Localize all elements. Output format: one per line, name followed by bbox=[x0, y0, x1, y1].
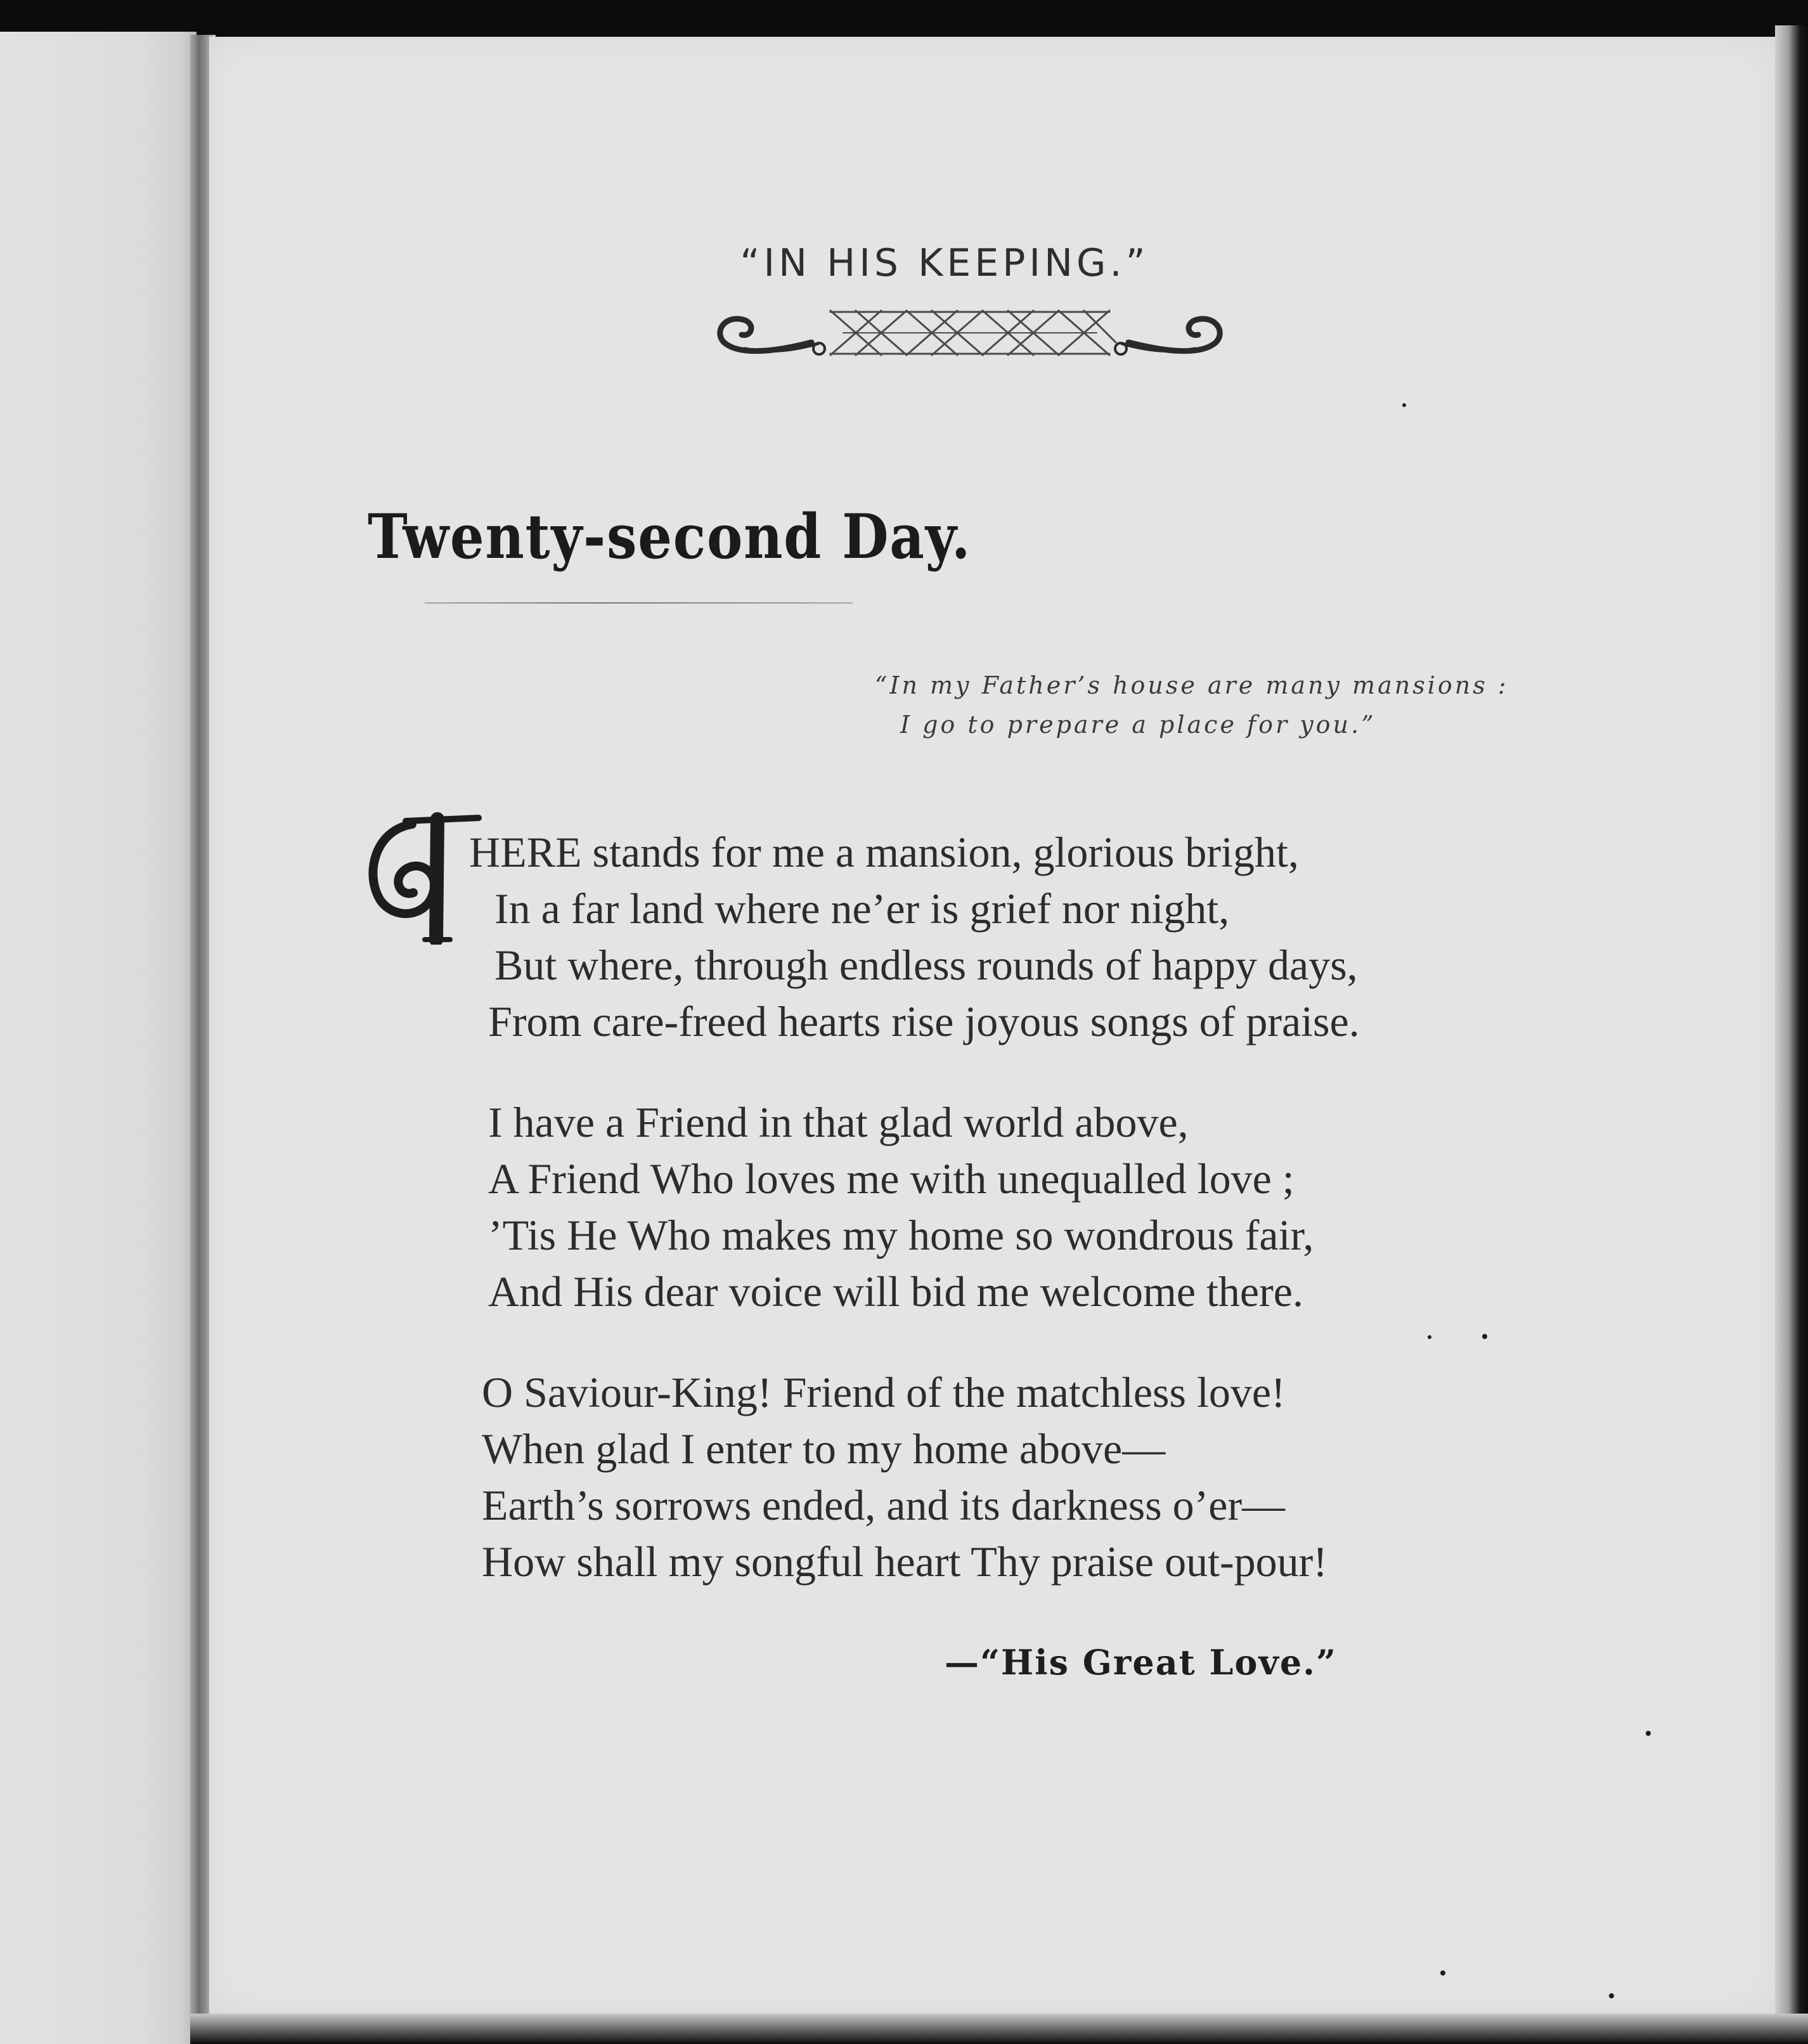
poem-line: I have a Friend in that glad world above, bbox=[488, 1098, 1189, 1146]
poem-line: A Friend Who loves me with unequalled love ; bbox=[488, 1155, 1295, 1203]
scan-speck bbox=[1646, 1731, 1651, 1736]
poem-line: When glad I enter to my home above— bbox=[482, 1425, 1166, 1473]
poem-line: How shall my songful heart Thy praise out-pour! bbox=[482, 1537, 1327, 1586]
poem-line: But where, through endless rounds of happy days, bbox=[494, 941, 1358, 989]
poem-line: HERE stands for me a mansion, glorious bright, bbox=[469, 828, 1299, 876]
poem-line: And His dear voice will bid me welcome there. bbox=[488, 1267, 1303, 1316]
heading-underline-rule bbox=[425, 602, 853, 604]
drop-cap-letter: T bbox=[361, 805, 362, 806]
day-heading: Twenty-second Day. bbox=[368, 501, 972, 572]
running-header-title: “IN HIS KEEPING.” bbox=[740, 241, 1149, 285]
stanza-2 bbox=[469, 1094, 1547, 1320]
poem-line: O Saviour-King! Friend of the matchless love! bbox=[482, 1368, 1286, 1416]
decorative-scroll-ornament-icon bbox=[716, 298, 1224, 368]
scan-speck bbox=[1440, 1970, 1445, 1976]
page-right-edge bbox=[1775, 25, 1808, 2044]
poem-attribution: —“His Great Love.” bbox=[945, 1642, 1338, 1683]
poem-line: In a far land where ne’er is grief nor night, bbox=[494, 884, 1230, 933]
epigraph-line-1: “In my Father’s house are many mansions : bbox=[875, 671, 1509, 699]
scan-speck bbox=[1428, 1335, 1431, 1339]
left-page-edge bbox=[0, 32, 197, 2044]
page-bottom-edge bbox=[190, 2014, 1808, 2044]
stanza-3 bbox=[469, 1364, 1547, 1590]
ornamental-drop-cap-t bbox=[361, 805, 482, 945]
poem-line: From care-freed hearts rise joyous songs of praise. bbox=[488, 997, 1360, 1045]
scan-speck bbox=[1402, 403, 1406, 407]
stanza-1 bbox=[469, 824, 1547, 1050]
poem-line: Earth’s sorrows ended, and its darkness o’er— bbox=[482, 1481, 1286, 1529]
poem-line: ’Tis He Who makes my home so wondrous fair, bbox=[488, 1211, 1314, 1259]
scripture-epigraph bbox=[875, 666, 1509, 744]
scan-speck bbox=[1609, 1993, 1614, 1998]
poem-body bbox=[469, 824, 1547, 1634]
epigraph-line-2: I go to prepare a place for you.” bbox=[900, 711, 1376, 739]
scan-speck bbox=[1482, 1334, 1487, 1339]
